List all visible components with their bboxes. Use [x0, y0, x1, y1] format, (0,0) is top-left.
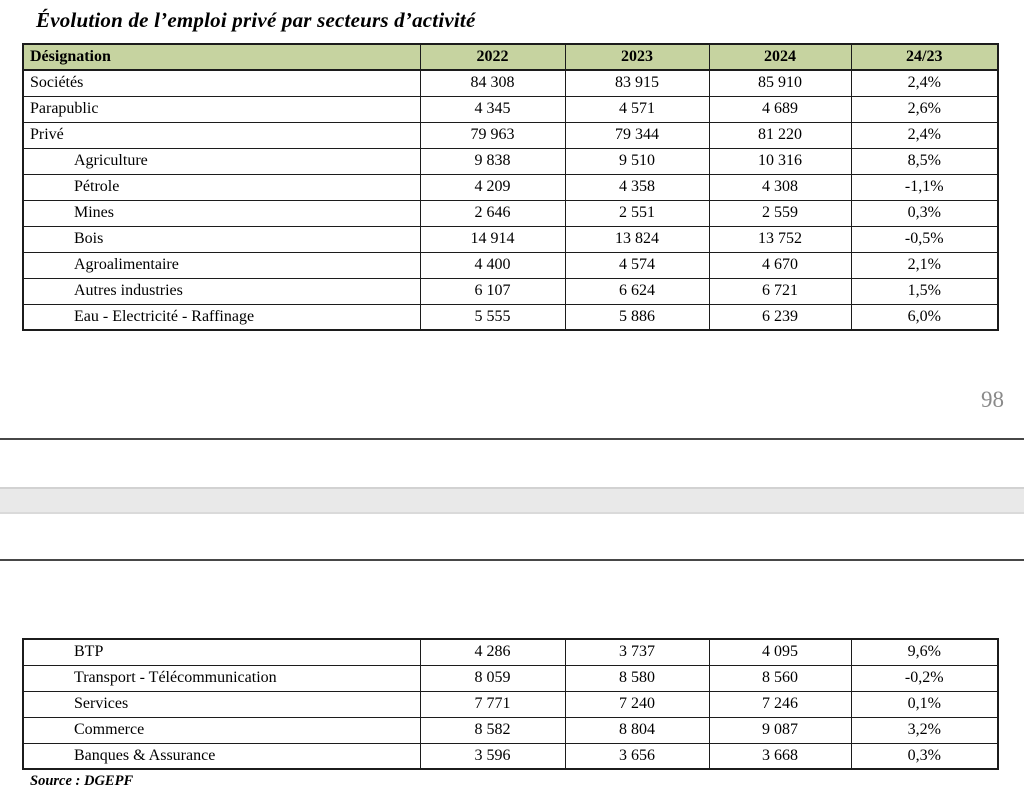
value-cell: 7 240 [565, 691, 709, 717]
value-cell: -1,1% [851, 174, 998, 200]
table-row [23, 200, 998, 226]
employment-table-page2 [22, 638, 999, 770]
value-cell: 6 107 [420, 278, 565, 304]
table-row [23, 174, 998, 200]
value-cell: 6,0% [851, 304, 998, 330]
column-header-24-23: 24/23 [851, 44, 998, 70]
value-cell: 9 510 [565, 148, 709, 174]
table-row [23, 691, 998, 717]
value-cell: 10 316 [709, 148, 851, 174]
table-row [23, 70, 998, 96]
value-cell: 9 838 [420, 148, 565, 174]
value-cell: 79 963 [420, 122, 565, 148]
value-cell: 14 914 [420, 226, 565, 252]
row-label-cell: Agriculture [23, 148, 420, 174]
value-cell: 0,3% [851, 743, 998, 769]
value-cell: 7 246 [709, 691, 851, 717]
value-cell: 6 624 [565, 278, 709, 304]
table-row [23, 252, 998, 278]
value-cell: 6 239 [709, 304, 851, 330]
value-cell: 4 345 [420, 96, 565, 122]
value-cell: 4 670 [709, 252, 851, 278]
value-cell: 8 560 [709, 665, 851, 691]
value-cell: 4 400 [420, 252, 565, 278]
value-cell: 9,6% [851, 639, 998, 665]
value-cell: 4 095 [709, 639, 851, 665]
table-row [23, 717, 998, 743]
value-cell: 2,4% [851, 122, 998, 148]
value-cell: 83 915 [565, 70, 709, 96]
row-label-cell: Agroalimentaire [23, 252, 420, 278]
value-cell: 9 087 [709, 717, 851, 743]
page-gap-band [0, 487, 1024, 514]
value-cell: 3 737 [565, 639, 709, 665]
value-cell: 8 580 [565, 665, 709, 691]
value-cell: 3,2% [851, 717, 998, 743]
value-cell: 4 308 [709, 174, 851, 200]
value-cell: 0,1% [851, 691, 998, 717]
value-cell: 8 804 [565, 717, 709, 743]
row-label-cell: Pétrole [23, 174, 420, 200]
value-cell: 3 656 [565, 743, 709, 769]
row-label-cell: Sociétés [23, 70, 420, 96]
row-label-cell: Banques & Assurance [23, 743, 420, 769]
table-row [23, 665, 998, 691]
page-edge-rule-top [0, 438, 1024, 440]
value-cell: 8 059 [420, 665, 565, 691]
value-cell: 81 220 [709, 122, 851, 148]
page-title: Évolution de l’emploi privé par secteurs d’activité [36, 8, 476, 32]
column-header-2024: 2024 [709, 44, 851, 70]
value-cell: 2 646 [420, 200, 565, 226]
row-label-cell: Commerce [23, 717, 420, 743]
column-header-designation: Désignation [23, 44, 420, 70]
table-row [23, 304, 998, 330]
value-cell: 5 555 [420, 304, 565, 330]
value-cell: 79 344 [565, 122, 709, 148]
row-label-cell: Privé [23, 122, 420, 148]
value-cell: 13 752 [709, 226, 851, 252]
page-edge-rule-bottom [0, 559, 1024, 561]
source-note: Source : DGEPF [30, 773, 134, 789]
value-cell: 4 209 [420, 174, 565, 200]
row-label-cell: Eau - Electricité - Raffinage [23, 304, 420, 330]
value-cell: 3 596 [420, 743, 565, 769]
row-label-cell: Autres industries [23, 278, 420, 304]
value-cell: 4 358 [565, 174, 709, 200]
table-row [23, 743, 998, 769]
column-header-2022: 2022 [420, 44, 565, 70]
table-row [23, 148, 998, 174]
value-cell: 2 551 [565, 200, 709, 226]
value-cell: 3 668 [709, 743, 851, 769]
row-label-cell: Parapublic [23, 96, 420, 122]
row-label-cell: BTP [23, 639, 420, 665]
row-label-cell: Bois [23, 226, 420, 252]
table-row [23, 96, 998, 122]
value-cell: 5 886 [565, 304, 709, 330]
value-cell: 2,1% [851, 252, 998, 278]
page-number: 98 [981, 387, 1004, 412]
table-row [23, 122, 998, 148]
value-cell: 85 910 [709, 70, 851, 96]
table-header-row [23, 44, 998, 70]
value-cell: 6 721 [709, 278, 851, 304]
value-cell: 4 286 [420, 639, 565, 665]
value-cell: 2 559 [709, 200, 851, 226]
table-row [23, 639, 998, 665]
value-cell: 8 582 [420, 717, 565, 743]
value-cell: 84 308 [420, 70, 565, 96]
row-label-cell: Mines [23, 200, 420, 226]
row-label-cell: Transport - Télécommunication [23, 665, 420, 691]
value-cell: 13 824 [565, 226, 709, 252]
value-cell: 4 571 [565, 96, 709, 122]
value-cell: 7 771 [420, 691, 565, 717]
value-cell: 2,4% [851, 70, 998, 96]
value-cell: 4 574 [565, 252, 709, 278]
column-header-2023: 2023 [565, 44, 709, 70]
value-cell: 4 689 [709, 96, 851, 122]
value-cell: 2,6% [851, 96, 998, 122]
table-row [23, 278, 998, 304]
value-cell: -0,2% [851, 665, 998, 691]
table-row [23, 226, 998, 252]
row-label-cell: Services [23, 691, 420, 717]
employment-table-page1 [22, 43, 999, 331]
value-cell: -0,5% [851, 226, 998, 252]
value-cell: 1,5% [851, 278, 998, 304]
value-cell: 0,3% [851, 200, 998, 226]
value-cell: 8,5% [851, 148, 998, 174]
